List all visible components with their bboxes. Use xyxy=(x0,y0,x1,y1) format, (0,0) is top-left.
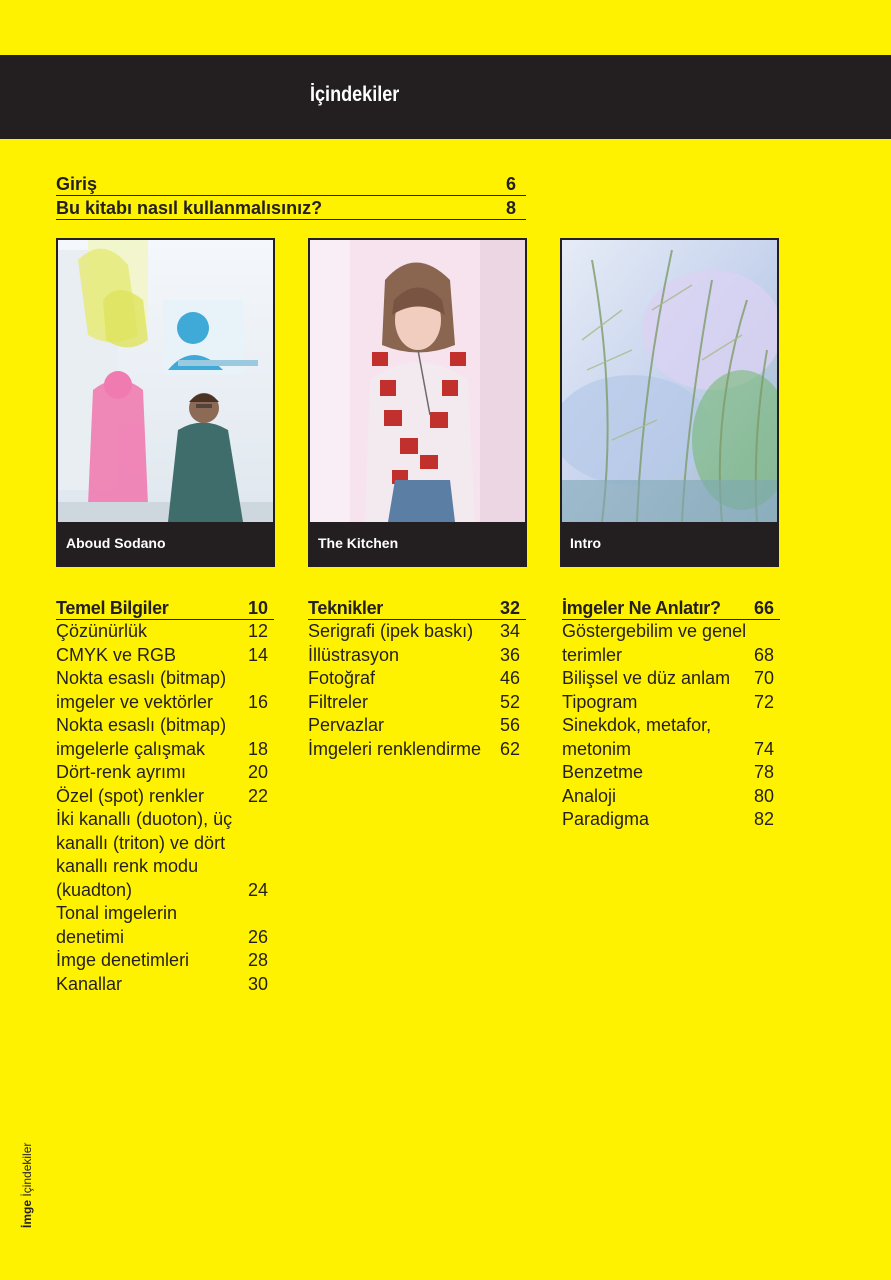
toc-entry xyxy=(308,644,526,668)
toc-section-heading xyxy=(562,596,780,620)
aboud-sodano-photo xyxy=(58,240,273,522)
toc-entry-giris xyxy=(56,172,526,196)
card-caption: Aboud Sodano xyxy=(66,535,166,551)
section-card-the-kitchen xyxy=(308,238,527,567)
header-bar xyxy=(0,55,891,139)
toc-entry xyxy=(308,691,526,715)
toc-entry-title: Nokta esaslı (bitmap) imgelerle çalışmak xyxy=(56,715,227,759)
toc-entry-page: 78 xyxy=(753,762,774,782)
toc-entry-title: Fotoğraf xyxy=(308,668,376,688)
toc-entry xyxy=(56,714,274,761)
section-heading-title: Teknikler xyxy=(308,598,384,618)
intro-list xyxy=(56,172,526,220)
toc-entry xyxy=(562,620,780,667)
toc-entry xyxy=(308,714,526,738)
toc-entry-title: Tipogram xyxy=(562,691,638,712)
section-heading-title: Temel Bilgiler xyxy=(56,598,169,618)
toc-entry xyxy=(56,761,274,785)
toc-entry-page: 24 xyxy=(247,879,268,900)
toc-column-imgeler-ne-anlatir xyxy=(562,596,780,832)
toc-entry-title: Özel (spot) renkler xyxy=(56,785,205,806)
toc-column-teknikler xyxy=(308,596,526,761)
toc-entry-page: 68 xyxy=(753,644,774,665)
toc-entry xyxy=(56,644,274,668)
toc-entry-title: İki kanallı (duoton), üç kanallı (triton) ve dört kanallı renk modu (kuadton) xyxy=(56,809,233,900)
toc-entry-page: 80 xyxy=(753,785,774,806)
toc-entry xyxy=(308,738,526,762)
toc-entry xyxy=(562,808,780,832)
toc-entry-page: 20 xyxy=(247,762,268,782)
toc-entry-page: 12 xyxy=(247,621,268,641)
toc-entry-title: Dört-renk ayrımı xyxy=(56,762,187,782)
book-title: İmge xyxy=(20,1199,34,1228)
toc-entry-title: Filtreler xyxy=(308,691,369,712)
section-heading-title: İmgeler Ne Anlatır? xyxy=(562,598,721,618)
toc-entry-title: Kanallar xyxy=(56,973,123,994)
toc-entry-page: 22 xyxy=(247,785,268,806)
toc-entry xyxy=(56,973,274,997)
toc-entry xyxy=(308,620,526,644)
toc-entry-page: 56 xyxy=(499,715,520,735)
toc-entry-title: Tonal imgelerin denetimi xyxy=(56,903,178,947)
intro-photo xyxy=(562,240,777,522)
toc-entry-page: 62 xyxy=(499,738,520,759)
toc-column-temel-bilgiler xyxy=(56,596,274,996)
toc-section-heading xyxy=(56,596,274,620)
toc-entry-title: İllüstrasyon xyxy=(308,644,400,665)
toc-entry-page: 34 xyxy=(499,621,520,641)
toc-entry xyxy=(562,667,780,691)
toc-entry-page: 14 xyxy=(247,644,268,665)
toc-entry-page: 52 xyxy=(499,691,520,712)
toc-entry-page: 8 xyxy=(505,198,516,218)
section-card-intro xyxy=(560,238,779,567)
toc-entry-page: 26 xyxy=(247,926,268,947)
toc-entry-page: 72 xyxy=(753,691,774,712)
toc-entry-title: Bu kitabı nasıl kullanmalısınız? xyxy=(56,198,323,218)
toc-entry-page: 18 xyxy=(247,738,268,759)
toc-entry-page: 30 xyxy=(247,973,268,994)
card-caption: The Kitchen xyxy=(318,535,399,551)
toc-entry-title: Giriş xyxy=(56,174,98,194)
chapter-title: İçindekiler xyxy=(20,1142,34,1197)
toc-entry-title: Çözünürlük xyxy=(56,621,148,641)
toc-entry xyxy=(56,785,274,809)
toc-entry xyxy=(562,714,780,761)
toc-entry xyxy=(562,761,780,785)
card-caption: Intro xyxy=(570,535,602,551)
toc-entry xyxy=(56,667,274,714)
section-heading-page: 66 xyxy=(753,598,774,618)
toc-entry xyxy=(562,691,780,715)
toc-entry-page: 82 xyxy=(753,809,774,829)
toc-entry xyxy=(308,667,526,691)
toc-section-heading xyxy=(308,596,526,620)
section-card-aboud-sodano xyxy=(56,238,275,567)
toc-entry xyxy=(56,808,274,902)
running-footer xyxy=(20,1143,34,1228)
section-heading-page: 32 xyxy=(499,598,520,618)
toc-entry-title: Serigrafi (ipek baskı) xyxy=(308,621,474,641)
toc-entry-title: Pervazlar xyxy=(308,715,385,735)
toc-entry-title: Paradigma xyxy=(562,809,650,829)
toc-entry-title: CMYK ve RGB xyxy=(56,644,177,665)
toc-entry-title: İmge denetimleri xyxy=(56,950,190,970)
toc-entry-title: Benzetme xyxy=(562,762,644,782)
section-heading-page: 10 xyxy=(247,598,268,618)
toc-entry-title: Göstergebilim ve genel terimler xyxy=(562,621,747,665)
toc-entry-title: Analoji xyxy=(562,785,617,806)
the-kitchen-photo xyxy=(310,240,525,522)
toc-entry-page: 36 xyxy=(499,644,520,665)
toc-entry-title: Sinekdok, metafor, metonim xyxy=(562,715,712,759)
toc-entry-page: 74 xyxy=(753,738,774,759)
toc-entry-page: 46 xyxy=(499,668,520,688)
toc-entry xyxy=(56,620,274,644)
toc-entry xyxy=(56,902,274,949)
page-title: İçindekiler xyxy=(310,83,400,106)
toc-entry-page: 70 xyxy=(753,668,774,688)
toc-entry-title: İmgeleri renklendirme xyxy=(308,738,482,759)
toc-entry-page: 16 xyxy=(247,691,268,712)
toc-entry-title: Nokta esaslı (bitmap) imgeler ve vektörler xyxy=(56,668,227,712)
toc-entry-how-to-use xyxy=(56,196,526,220)
toc-entry xyxy=(56,949,274,973)
toc-entry-page: 6 xyxy=(505,174,516,194)
toc-entry xyxy=(562,785,780,809)
toc-entry-page: 28 xyxy=(247,950,268,970)
toc-entry-title: Bilişsel ve düz anlam xyxy=(562,668,731,688)
